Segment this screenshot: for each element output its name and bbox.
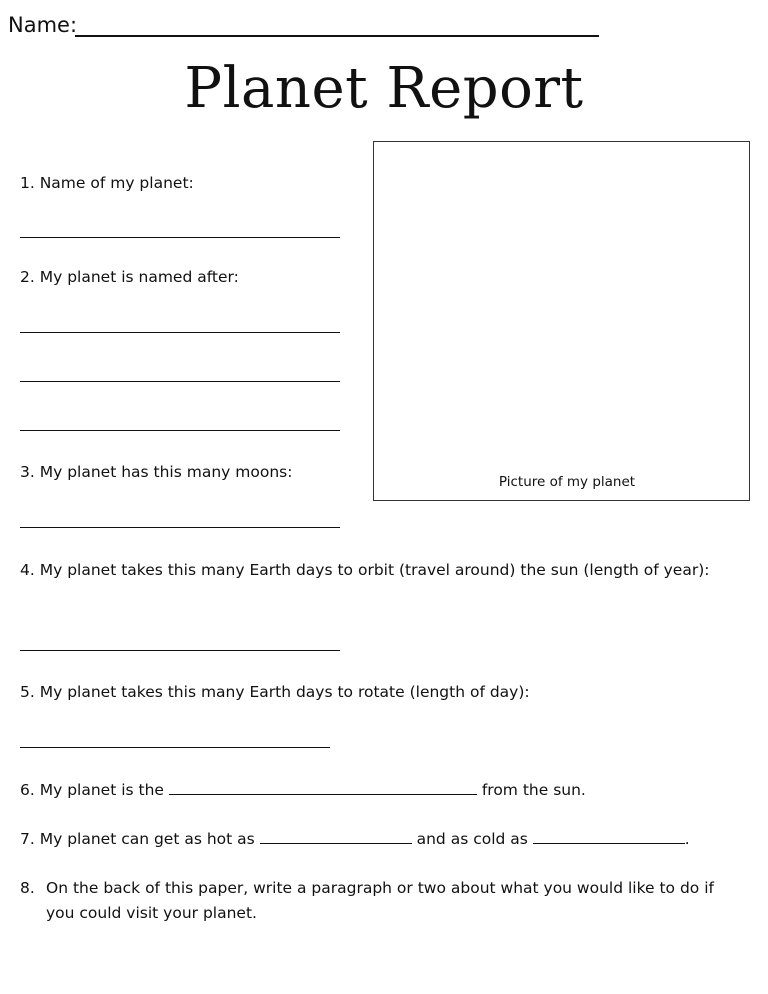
question-5: 5. My planet takes this many Earth days to rotate (length of day): bbox=[20, 683, 530, 701]
answer-blank-7-cold[interactable] bbox=[533, 829, 685, 844]
question-6-text-b: from the sun. bbox=[481, 781, 586, 799]
answer-blank-5[interactable] bbox=[20, 747, 330, 748]
planet-picture-box[interactable] bbox=[373, 141, 750, 501]
answer-blank-3[interactable] bbox=[20, 527, 340, 528]
question-3: 3. My planet has this many moons: bbox=[20, 463, 293, 481]
question-1: 1. Name of my planet: bbox=[20, 174, 194, 192]
answer-blank-4[interactable] bbox=[20, 650, 340, 651]
question-7-text-c: . bbox=[684, 830, 690, 848]
answer-blank-2c[interactable] bbox=[20, 430, 340, 431]
question-2: 2. My planet is named after: bbox=[20, 268, 239, 286]
answer-blank-1[interactable] bbox=[20, 237, 340, 238]
answer-blank-2b[interactable] bbox=[20, 381, 340, 382]
name-label: Name: bbox=[8, 13, 78, 37]
question-6 bbox=[20, 778, 586, 803]
question-8-number: 8. bbox=[20, 879, 35, 897]
page-title: Planet Report bbox=[184, 56, 584, 121]
answer-blank-6[interactable] bbox=[169, 780, 477, 795]
question-7 bbox=[20, 827, 690, 852]
question-7-text-a: 7. My planet can get as hot as bbox=[20, 830, 255, 848]
question-8: On the back of this paper, write a paragraph or two about what you would like to do if you could visit your planet. bbox=[46, 879, 714, 922]
picture-caption: Picture of my planet bbox=[498, 474, 636, 490]
name-field[interactable] bbox=[75, 35, 599, 37]
answer-blank-2a[interactable] bbox=[20, 332, 340, 333]
answer-blank-7-hot[interactable] bbox=[260, 829, 412, 844]
question-7-text-b: and as cold as bbox=[416, 830, 528, 848]
question-4: 4. My planet takes this many Earth days to orbit (travel around) the sun (length of year): bbox=[20, 561, 710, 579]
question-6-text-a: 6. My planet is the bbox=[20, 781, 164, 799]
